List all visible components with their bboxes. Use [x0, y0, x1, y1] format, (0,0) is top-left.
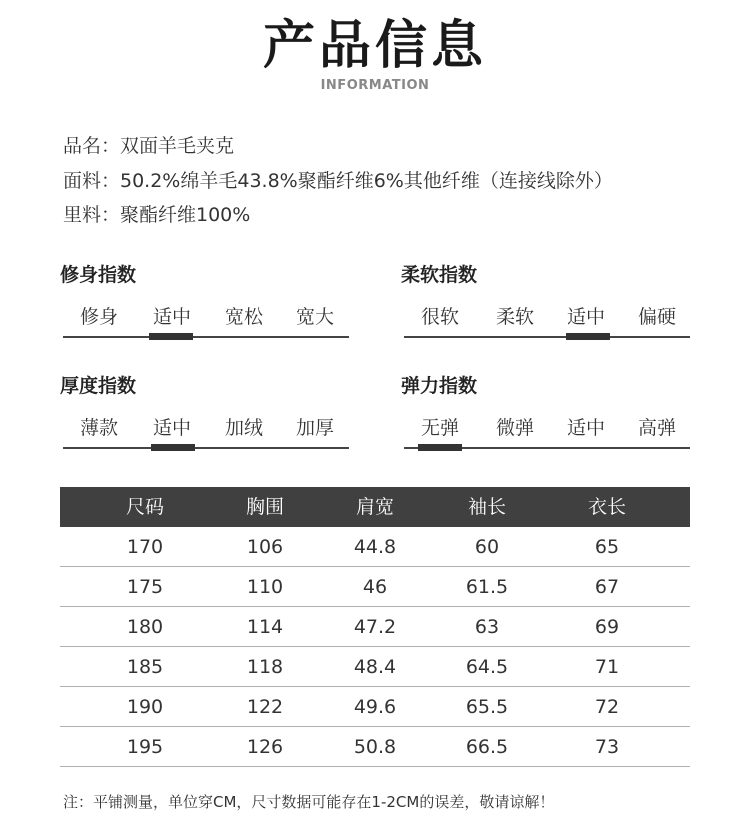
index-option: 无弹 [420, 417, 459, 439]
table-cell: 126 [246, 736, 284, 758]
table-cell: 122 [246, 696, 284, 718]
index-selected-marker [566, 333, 610, 340]
index-option: 偏硬 [637, 306, 676, 328]
index-option: 加厚 [295, 417, 334, 439]
index-option: 微弹 [495, 417, 534, 439]
table-cell: 63 [474, 616, 500, 638]
table-cell: 67 [594, 576, 620, 598]
page-title: 产品信息 [262, 16, 487, 76]
index-track-line [404, 336, 690, 338]
table-row [60, 687, 690, 727]
table-cell: 180 [126, 616, 164, 638]
index-option: 加绒 [224, 417, 263, 439]
index-title-fit: 修身指数 [60, 264, 137, 286]
table-cell: 195 [126, 736, 164, 758]
index-title-softness: 柔软指数 [401, 264, 478, 286]
table-cell: 118 [246, 656, 284, 678]
table-cell: 72 [594, 696, 620, 718]
table-cell: 170 [126, 536, 164, 558]
index-option: 薄款 [79, 417, 118, 439]
index-option: 宽松 [224, 306, 263, 328]
info-lining: 里料：聚酯纤维100% [63, 204, 251, 226]
index-scale-softness [404, 302, 690, 342]
table-cell: 60 [474, 536, 500, 558]
info-fabric: 面料：50.2%绵羊毛43.8%聚酯纤维6%其他纤维（连接线除外） [63, 170, 613, 192]
index-option: 修身 [79, 306, 118, 328]
index-option: 高弹 [637, 417, 676, 439]
index-track-line [63, 336, 349, 338]
table-cell: 47.2 [353, 616, 397, 638]
table-cell: 44.8 [353, 536, 397, 558]
index-option: 适中 [152, 417, 191, 439]
index-title-elasticity: 弹力指数 [401, 375, 478, 397]
table-row [60, 527, 690, 567]
column-header: 胸围 [245, 496, 284, 518]
table-cell: 48.4 [353, 656, 397, 678]
table-cell: 106 [246, 536, 284, 558]
index-selected-marker [418, 444, 462, 451]
column-header: 肩宽 [355, 496, 394, 518]
table-cell: 110 [246, 576, 284, 598]
column-header: 袖长 [467, 496, 506, 518]
page-subtitle: INFORMATION [320, 78, 430, 93]
measurement-note: 注：平铺测量，单位穿CM，尺寸数据可能存在1-2CM的误差，敬请谅解！ [63, 793, 555, 811]
table-cell: 61.5 [465, 576, 509, 598]
index-selected-marker [151, 444, 195, 451]
index-title-thickness: 厚度指数 [60, 375, 137, 397]
table-cell: 114 [246, 616, 284, 638]
table-row [60, 647, 690, 687]
index-scale-elasticity [404, 413, 690, 453]
table-cell: 73 [594, 736, 620, 758]
index-scale-thickness [63, 413, 349, 453]
size-table [60, 487, 690, 767]
index-option: 很软 [420, 306, 459, 328]
index-option: 适中 [152, 306, 191, 328]
index-option: 适中 [566, 417, 605, 439]
column-header: 衣长 [587, 496, 626, 518]
table-cell: 65.5 [465, 696, 509, 718]
index-option: 适中 [566, 306, 605, 328]
table-cell: 69 [594, 616, 620, 638]
table-header [60, 487, 690, 527]
table-cell: 50.8 [353, 736, 397, 758]
column-header: 尺码 [125, 496, 164, 518]
table-cell: 190 [126, 696, 164, 718]
table-row [60, 567, 690, 607]
table-cell: 71 [594, 656, 620, 678]
table-cell: 46 [362, 576, 388, 598]
index-scale-fit [63, 302, 349, 342]
index-option: 宽大 [295, 306, 334, 328]
index-track-line [63, 447, 349, 449]
info-product-name: 品名：双面羊毛夹克 [63, 135, 235, 157]
table-cell: 49.6 [353, 696, 397, 718]
index-selected-marker [149, 333, 193, 340]
table-cell: 64.5 [465, 656, 509, 678]
table-row [60, 727, 690, 767]
table-row [60, 607, 690, 647]
table-cell: 65 [594, 536, 620, 558]
table-cell: 66.5 [465, 736, 509, 758]
table-cell: 175 [126, 576, 164, 598]
index-option: 柔软 [495, 306, 534, 328]
table-cell: 185 [126, 656, 164, 678]
